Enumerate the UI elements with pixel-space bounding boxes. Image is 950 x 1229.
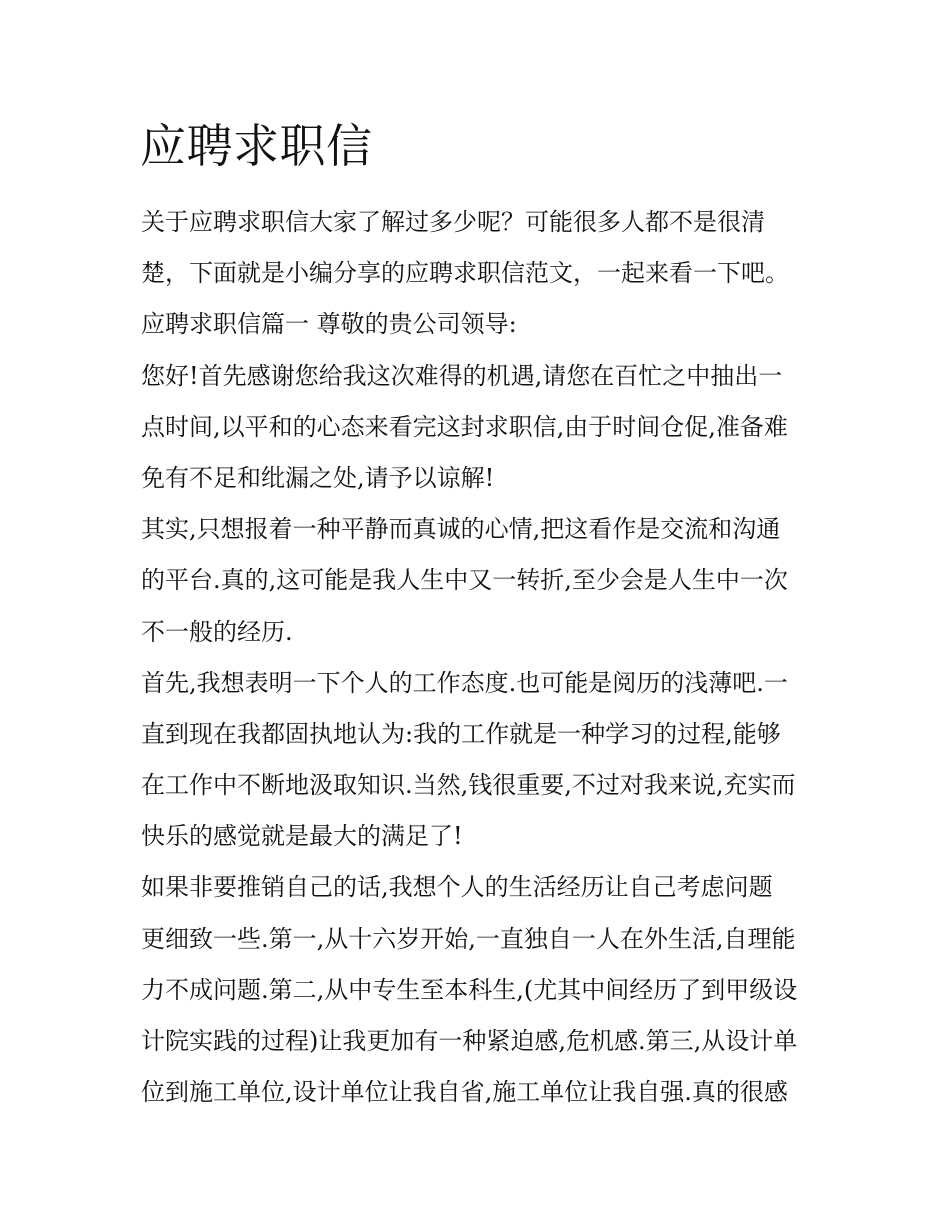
text-line: 不一般的经历. [141,617,293,646]
text-line: 的平台.真的,这可能是我人生中又一转折,至少会是人生中一次 [141,566,788,595]
text-line: 您好!首先感谢您给我这次难得的机遇,请您在百忙之中抽出一 [141,361,783,390]
text-line: 楚，下面就是小编分享的应聘求职信范文，一起来看一下吧。 [141,259,789,288]
text-line: 其实,只想报着一种平静而真诚的心情,把这看作是交流和沟通 [141,515,781,544]
text-line: 点时间,以平和的心态来看完这封求职信,由于时间仓促,准备难 [141,412,788,441]
document-title: 应聘求职信 [140,119,373,173]
document-body [141,197,821,1118]
text-line: 如果非要推销自己的话,我想个人的生活经历让自己考虑问题 [141,873,773,902]
text-line: 关于应聘求职信大家了解过多少呢？可能很多人都不是很清 [141,208,765,236]
text-line: 免有不足和纰漏之处,请予以谅解! [141,463,495,492]
text-line: 直到现在我都固执地认为:我的工作就是一种学习的过程,能够 [141,719,781,748]
text-line: 更细致一些.第一,从十六岁开始,一直独自一人在外生活,自理能 [141,924,796,953]
text-line: 在工作中不断地汲取知识.当然,钱很重要,不过对我来说,充实而 [141,771,796,800]
text-line: 快乐的感觉就是最大的满足了! [141,822,463,851]
text-line: 计院实践的过程)让我更加有一种紧迫感,危机感.第三,从设计单 [141,1027,798,1055]
text-line: 力不成问题.第二,从中专生至本科生,(尤其中间经历了到甲级设 [141,975,798,1004]
text-line: 位到施工单位,设计单位让我自省,施工单位让我自强.真的很感 [141,1078,788,1107]
text-line: 应聘求职信篇一 尊敬的贵公司领导: [141,310,517,339]
text-line: 首先,我想表明一下个人的工作态度.也可能是阅历的浅薄吧.一 [141,668,788,697]
